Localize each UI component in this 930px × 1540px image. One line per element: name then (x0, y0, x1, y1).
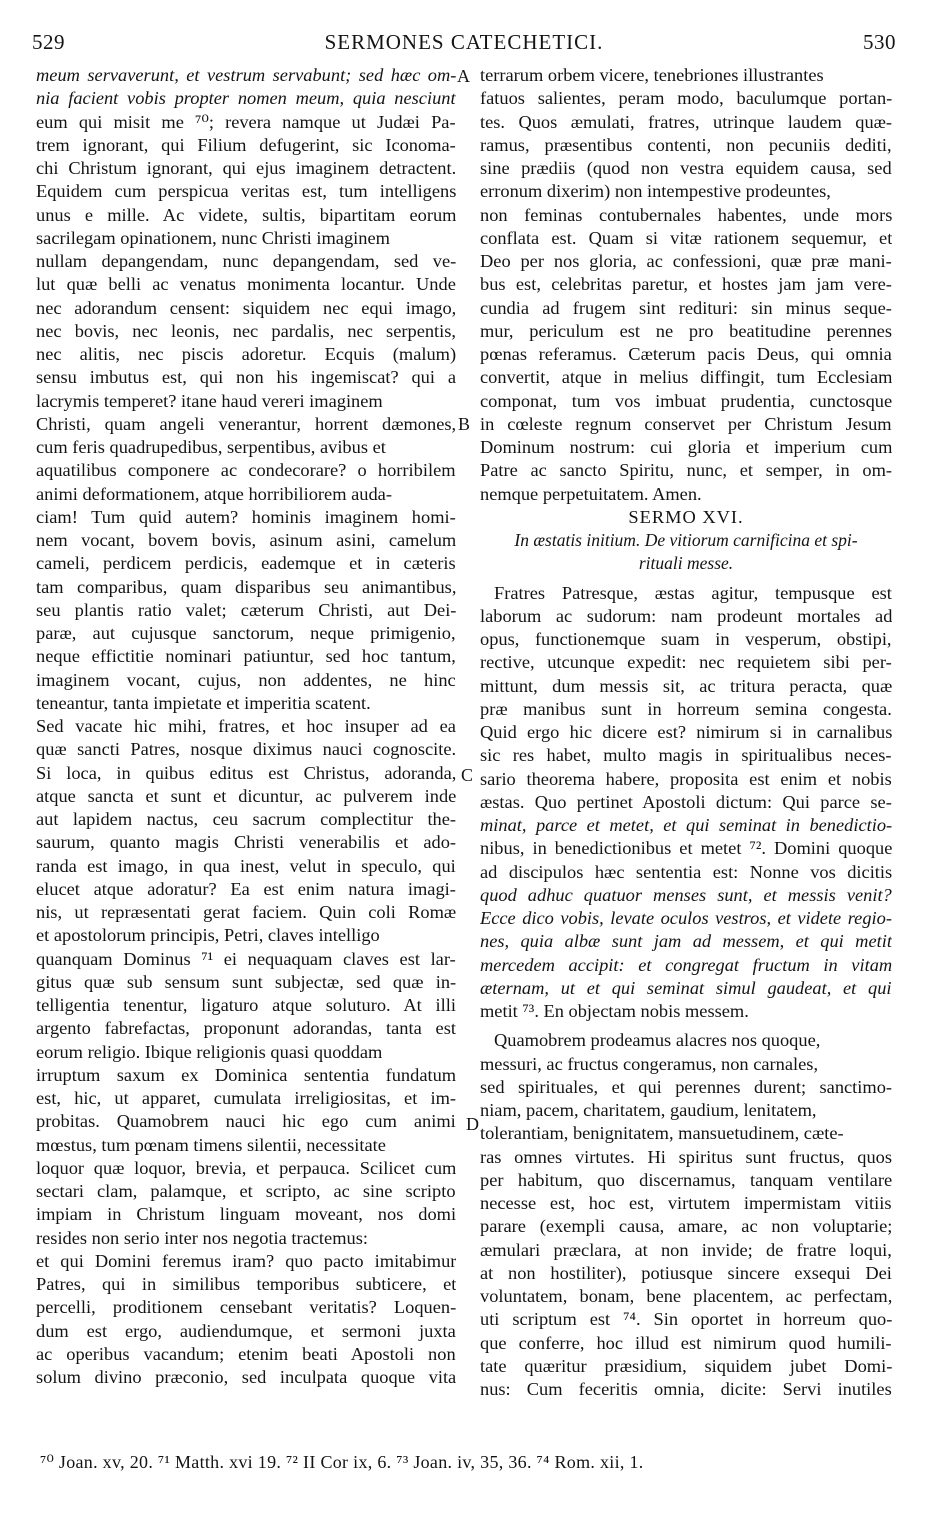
right-column-line: Quamobrem prodeamus alacres nos quoque, (494, 1030, 821, 1051)
left-column-line: nec alitis, nec piscis adoretur. Ecquis (malum) (36, 344, 456, 364)
right-column-line: sine prædiis (quod non vestra equidem causa, sed (480, 158, 892, 178)
left-column-line: imaginem vocant, cujus, non addentes, ne hinc (36, 669, 456, 690)
right-column-line: niam, pacem, charitatem, gaudium, lenitatem, (480, 1100, 817, 1120)
right-column-line: componat, tum vos imbuat prudentia, cunctosque (480, 390, 892, 411)
left-column-line: elucet atque adoratur? Ea est enim natura imagi- (36, 878, 456, 899)
left-column-line: seu plantis ratio valet; cæterum Christi, aut Dei- (36, 599, 456, 620)
left-column-line: et qui Domini feremus iram? quo pacto imitabimur (36, 1250, 456, 1271)
right-column-line: sario theorema habere, proposita est enim et nobis (480, 768, 892, 789)
left-column-line: eum qui misit me ⁷⁰; revera namque ut Judæi Pa- (36, 111, 456, 132)
left-column-line: lut quæ belli ac venatus monimenta locantur. Unde (36, 274, 456, 295)
left-column-line: nia facient vobis propter nomen meum, quia nesciunt (36, 88, 456, 109)
right-column-line: in cœleste regnum conservet per Christum Jesum (480, 413, 892, 434)
left-column-line: randa est imago, in qua inest, velut in speculo, qui (36, 855, 456, 876)
left-column-line: cameli, perdicem perdicis, eademque et in cæteris (36, 553, 456, 574)
right-column-line: laborum ac sudorum: nam prodeunt mortales ad (480, 605, 892, 626)
right-column-line: mur, periculum est ne pro beatitudine perennes (480, 320, 892, 341)
left-column-line: Si loca, in quibus editus est Christus, adoranda, (36, 762, 456, 783)
left-column-line: Christi, quam angeli venerantur, horrent dæmones, (36, 413, 456, 434)
left-column-line: sectari clam, palamque, et scripto, ac sine scripto (36, 1181, 456, 1201)
left-column-line: eorum religio. Ibique religionis quasi quoddam (36, 1041, 383, 1062)
left-column-line: loquor quæ loquor, brevia, et perpauca. Scilicet cum (36, 1157, 456, 1178)
right-column-line: rective, utcunque expedit: nec requietem sibi per- (480, 652, 892, 673)
right-column-line: In æstatis initium. De vitiorum carnificina et spi- (514, 530, 858, 550)
right-column-line: parare (exempli causa, amare, ac non voluptarie; (480, 1216, 892, 1237)
right-column-line: fatuos salientes, peram modo, baculumque portan- (480, 88, 892, 109)
right-column-line: metit ⁷³. En objectam nobis messem. (480, 1001, 749, 1021)
running-header (32, 30, 896, 60)
left-column-line: Equidem cum perspicua veritas est, tum intelligens (36, 181, 456, 202)
left-column-line: mœstus, tum pœnam timens silentii, necessitate (36, 1134, 386, 1155)
right-column-line: uti scriptum est ⁷⁴. Sin oportet in horreum quo- (480, 1309, 892, 1330)
left-column-line: ciam! Tum quid autem? hominis imaginem homi- (36, 506, 456, 527)
right-column-line: tate quæritur præsidium, siquidem jubet Domi- (480, 1355, 892, 1376)
left-column-line: cum feris quadrupedibus, serpentibus, avibus et (36, 437, 386, 457)
left-column-line: probitas. Quamobrem nauci hic ego cum animi (36, 1111, 456, 1132)
left-column-line: quanquam Dominus ⁷¹ ei nequaquam claves est lar- (36, 948, 456, 969)
left-column-line: quæ sancti Patres, nosque diximus nauci cognoscite. (36, 739, 456, 760)
right-column-line: Quid ergo hic dicere est? nimirum si in carnalibus (480, 722, 892, 742)
left-column-line: aquatilibus componere ac condecorare? o horribilem (36, 460, 456, 481)
left-column-line: argento fabrefactas, proponunt adorandas, tanta est (36, 1018, 456, 1039)
left-column-line: neque effictitie nominari patiuntur, sed hoc tantum, (36, 646, 456, 667)
left-column-line: trem ignorant, qui Filium defugerint, sic Iconoma- (36, 134, 456, 155)
right-column-line: at non hostiliter), potiusque sincere exsequi Dei (480, 1262, 892, 1283)
left-column-line: saurum, quanto magis Christi venerabilis et ado- (36, 832, 456, 853)
right-column-line: Fratres Patresque, æstas agitur, tempusque est (494, 582, 892, 603)
right-column (480, 64, 892, 1401)
left-column-line: paræ, aut cujusque sanctorum, neque primigenio, (36, 623, 456, 643)
margin-letter-a: A (457, 66, 470, 86)
right-column-line: opus, functionemque suam in vesperum, obstipi, (480, 629, 892, 649)
right-column-line: Deo per nos gloria, ac confessioni, quæ præ mani- (480, 251, 892, 271)
left-column-line: Sed vacate hic mihi, fratres, et hoc insuper ad ea (36, 716, 456, 736)
left-column-line: chi Christum ignorant, qui ejus imaginem detractent. (36, 158, 456, 178)
left-column-line: lacrymis temperet? itane haud vereri imaginem (36, 390, 383, 411)
left-column-line: nec adorandum censent: siquidem nec equi imago, (36, 297, 456, 318)
right-column-line: nus: Cum feceritis omnia, dicite: Servi inutiles (480, 1379, 892, 1399)
left-column (36, 64, 456, 1389)
margin-letter-b: B (458, 414, 471, 434)
right-column-line: quod adhuc quatuor menses sunt, et messis venit? (480, 884, 892, 905)
right-column-line: SERMO XVI. (628, 506, 744, 527)
right-column-line: bus est, celebritas paretur, et hostes jam jam vere- (480, 274, 892, 295)
right-column-line: cundia ad frugem sint redituri: sin minus seque- (480, 297, 892, 318)
left-column-line: nullam depangendam, nunc depangendam, sed ve- (36, 251, 456, 271)
right-column-line: messuri, ac fructus congeramus, non carnales, (480, 1053, 819, 1074)
right-column-line: ramus, præsentibus contenti, non pecuniis dediti, (480, 134, 892, 155)
left-column-line: est, hic, ut apparet, cumulata irreligiositas, et im- (36, 1088, 456, 1108)
left-column-line: et apostolorum principis, Petri, claves intelligo (36, 925, 380, 946)
margin-letter-c: C (461, 765, 474, 785)
left-column-line: percelli, proditionem censebant veritatis? Loquen- (36, 1297, 456, 1318)
left-column-line: teneantur, tanta impietate et imperitia scatent. (36, 692, 371, 713)
left-column-line: ac operibus vacandum; etenim beati Apostoli non (36, 1343, 456, 1364)
right-column-line: rituali messe. (638, 553, 734, 574)
left-column-line: resides non serio inter nos negotia tractemus: (36, 1227, 368, 1248)
left-column-line: atque sancta et sunt et dicuntur, ac pulverem inde (36, 785, 456, 806)
right-column-line: nes, quia albæ sunt jam ad messem, et qui metit (480, 931, 892, 952)
left-column-line: animi deformationem, atque horribiliorem auda- (36, 483, 392, 504)
right-column-line: nibus, in benedictionibus et metet ⁷². Domini quoque (480, 838, 892, 859)
left-column-line: nec bovis, nec leonis, nec pardalis, nec serpentis, (36, 320, 456, 341)
right-column-line: necesse est, hoc est, virtutem impermistam vitiis (480, 1193, 892, 1213)
left-column-line: impiam in Christum linguam moveant, nos domi (36, 1204, 456, 1225)
right-column-line: minat, parce et metet, et qui seminat in benedictio- (480, 815, 892, 835)
left-column-line: sacrilegam opinationem, nunc Christi imaginem (36, 227, 390, 248)
right-column-line: tes. Quos æmulati, fratres, utrinque laudem quæ- (480, 111, 892, 132)
margin-letter-d: D (466, 1114, 479, 1134)
page-number-left: 529 (32, 30, 65, 54)
right-column-line: que conferre, hoc illud est nimirum quod humili- (480, 1332, 892, 1353)
right-column-line: Ecce dico vobis, levate oculos vestros, et videte regio- (480, 908, 892, 928)
right-column-line: mercedem accipit: et congregat fructum in vitam (480, 954, 892, 975)
right-column-line: convertit, atque in melius diffingit, tum Ecclesiam (480, 367, 892, 388)
right-column-line: sed spirituales, et qui perennes durent; sanctimo- (480, 1076, 892, 1097)
left-column-line: telligentia tenentur, ligaturo atque soluturo. At illi (36, 995, 456, 1015)
left-column-line: solum divino præconio, sed inculpata quoque vita (36, 1367, 456, 1387)
right-column-line: æmulari præclara, at non invide; de fratre loqui, (480, 1239, 892, 1260)
right-column-line: ras omnes virtutes. Hi spiritus sunt fructus, quos (480, 1146, 892, 1167)
right-column-line: æstas. Quo pertinet Apostoli dictum: Qui parce se- (480, 791, 892, 812)
left-column-line: meum servaverunt, et vestrum servabunt; sed hæc om- (36, 65, 456, 85)
left-column-line: dum est ergo, audiendumque, et sermoni juxta (36, 1320, 456, 1341)
right-column-line: ad discipulos hæc sententia est: Nonne vos dicitis (480, 861, 892, 882)
left-column-line: nis, ut repræsentati gerat faciem. Quin coli Romæ (36, 902, 456, 922)
right-column-line: terrarum orbem vicere, tenebriones illustrantes (480, 65, 824, 85)
right-column-line: mittunt, dum messis sit, ac tritura peracta, quæ (480, 675, 892, 696)
right-column-line: pœnas referamus. Cæterum pacis Deus, qui omnia (480, 344, 892, 364)
right-column-line: per habitum, quo discernamus, tanquam ventilare (480, 1169, 892, 1190)
right-column-line: voluntatem, bonam, bene placentem, ac perfectam, (480, 1286, 892, 1306)
right-column-line: sic res habet, multo magis in spiritualibus neces- (480, 745, 892, 766)
right-column-line: æternam, ut et qui seminat simul gaudeat, et qui (480, 977, 892, 998)
left-column-line: irruptum saxum ex Dominica sententia fundatum (36, 1064, 456, 1085)
right-column-line: erronum dixerim) non intempestive prodeuntes, (480, 181, 831, 202)
left-column-line: sensu imbutus est, qui non his ingemiscat? qui a (36, 367, 456, 388)
left-column-line: unus e mille. Ac videte, sultis, bipartitam eorum (36, 204, 456, 225)
right-column-line: Patre ac sancto Spiritu, nunc, et semper, in om- (480, 460, 892, 481)
footnotes: ⁷⁰ Joan. xv, 20. ⁷¹ Matth. xvi 19. ⁷² II Cor ix, 6. ⁷³ Joan. iv, 35, 36. ⁷⁴ Rom. xii, 1. (40, 1452, 644, 1472)
left-column-line: aut lapidem nactus, ceu sacrum complectitur the- (36, 809, 456, 829)
right-column-line: præ manibus sunt in horreum semina congesta. (480, 698, 892, 719)
right-column-line: nemque perpetuitatem. Amen. (480, 483, 702, 504)
left-column-line: gitus quæ sub sensum sunt subjectæ, sed quæ in- (36, 971, 456, 992)
right-column-line: conflata est. Quam si vitæ rationem sequemur, et (480, 227, 892, 248)
running-title: SERMONES CATECHETICI. (324, 30, 604, 54)
right-column-line: Dominum nostrum: cui gloria et imperium cum (480, 437, 892, 457)
right-column-line: non feminas contubernales habentes, unde mors (480, 204, 892, 225)
right-column-line: tolerantiam, benignitatem, mansuetudinem, cæte- (480, 1123, 844, 1144)
left-column-line: tam comparibus, quam disparibus seu animantibus, (36, 576, 456, 597)
left-column-line: Patres, qui in similibus temporibus subticere, et (36, 1274, 456, 1294)
left-column-line: nem vocant, bovem bovis, asinum asini, camelum (36, 530, 456, 550)
page-number-right: 530 (863, 30, 896, 54)
